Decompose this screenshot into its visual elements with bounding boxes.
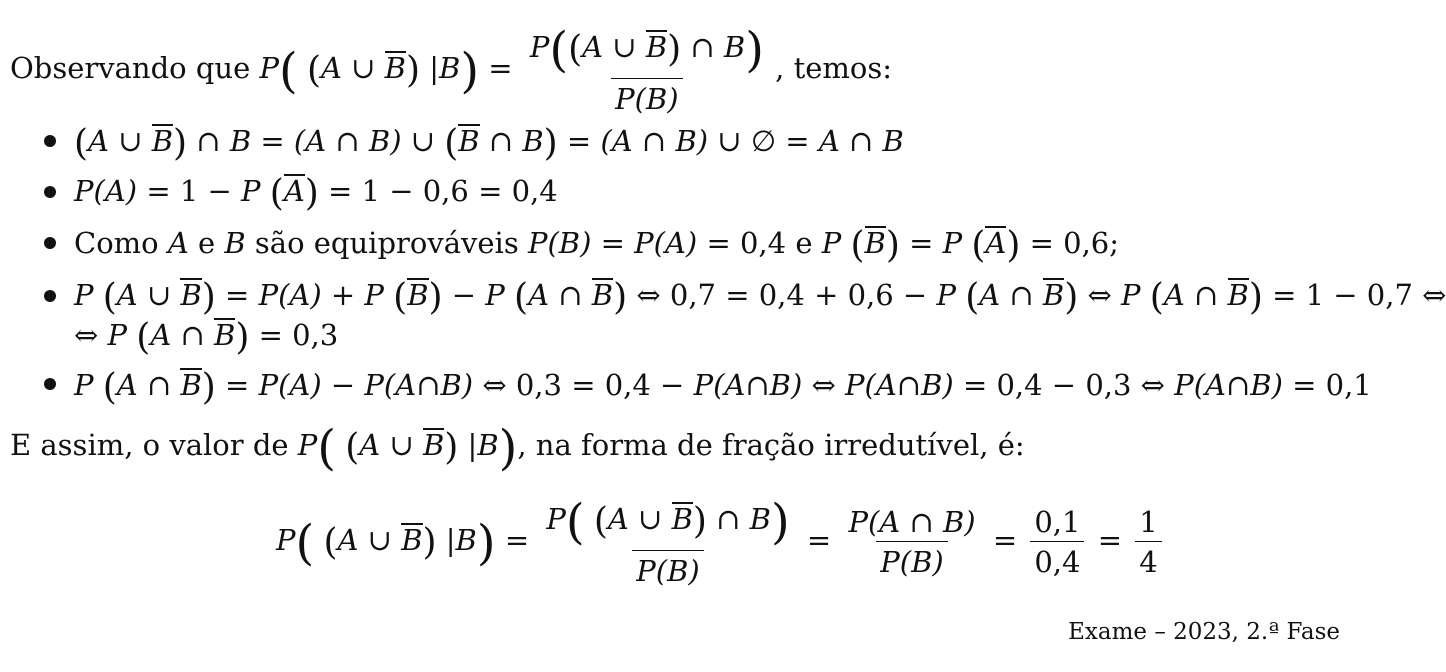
step-5: P (A ∩ B) = P(A) − P(A∩B) ⇔ 0,3 = 0,4 − P(A∩B) ⇔ P(A∩B) = 0,4 − 0,3 ⇔ P(A∩B) = 0,1 (74, 367, 1372, 408)
fraction-decimal-den: 0,4 (1030, 541, 1084, 577)
step-3-text: Como (74, 226, 159, 260)
bullet-dot (44, 378, 56, 390)
intro-prefix: Observando que (10, 51, 251, 85)
step-4: P (A ∪ B) = P(A) + P (B) − P (A ∩ B) ⇔ 0,7 = 0,4 + 0,6 − P (A ∩ B) ⇔ P (A ∩ B) = 1 − 0,7 ⇔ (74, 277, 1446, 318)
value-pbbar: 0,6 (1063, 226, 1110, 260)
bullet-dot (44, 135, 56, 147)
intro-suffix: , temos: (775, 51, 893, 85)
bullet-dot (44, 186, 56, 198)
step-3-text: e (198, 226, 216, 260)
fraction-conditional: $\frac{P( (A \cup B) \cap B)}{P(B)}$ (546, 494, 790, 588)
step-4-continued: ⇔ P (A ∩ B) = 0,3 (74, 317, 339, 358)
step-2: P(A) = 1 − P (A) = 1 − 0,6 = 0,4 (74, 173, 558, 214)
fraction-result-num: 1 (1139, 504, 1158, 539)
fraction-result-den: 4 (1135, 541, 1161, 577)
conclusion-prefix: E assim, o valor de (10, 428, 289, 462)
conclusion-suffix: , na forma de fração irredutível, é: (517, 428, 1025, 462)
intro-fraction: $\frac{P((A \cup B) \cap B)}{P(B)}$ (529, 22, 764, 116)
intro-formula: P( (A ∪ B) |B) = $\frac{P((A \cup B) \cap B)}{P(B)}$ (259, 51, 781, 85)
fraction-decimal-num: 0,1 (1034, 504, 1081, 539)
bullet-dot (44, 237, 56, 249)
fraction-decimal (1030, 504, 1084, 579)
final-equation: P( (A ∪ B) |B) = $\frac{P( (A \cup B) \cap B)}{P(B)}$ = $\frac{P(A \cap B)}{P(B)}$ = $\frac{0,1}{0,4}$ = $\frac{1}{4}$ (276, 498, 1166, 586)
conclusion-line: E assim, o valor de P( (A ∪ B) |B), na forma de fração irredutível, é: (10, 420, 1025, 476)
step-3-text: são equiprováveis (254, 226, 519, 260)
step-3: Como A e B são equiprováveis P(B) = P(A) = 0,4 e P (B) = P (A) = 0,6; (74, 225, 1120, 266)
source-citation: Exame – 2023, 2.ª Fase (1068, 619, 1340, 645)
fraction-result (1135, 504, 1161, 579)
fraction-intersection: $\frac{P(A \cap B)}{P(B)}$ (848, 504, 976, 579)
value-pb: 0,4 (739, 226, 787, 260)
intro-line (10, 22, 893, 116)
step-1: (A ∪ B) ∩ B = (A ∩ B) ∪ (B ∩ B) = (A ∩ B) ∪ ∅ = A ∩ B (74, 123, 904, 164)
step-3-text: e (795, 226, 813, 260)
bullet-dot (44, 290, 56, 302)
